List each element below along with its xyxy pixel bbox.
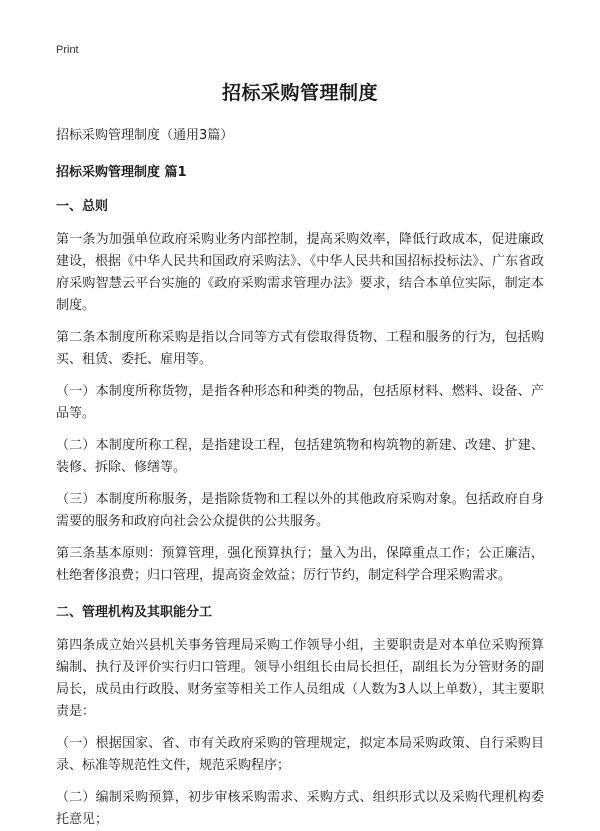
- section-heading: 一、总则: [56, 199, 109, 214]
- article-heading: 招标采购管理制度 篇1: [56, 165, 187, 180]
- section-general: [56, 195, 544, 587]
- section-heading: 二、管理机构及其职能分工: [56, 605, 213, 620]
- paragraph: （二）编制采购预算，初步审核采购需求、采购方式、组织形式以及采购代理机构委托意见；: [56, 790, 544, 827]
- paragraph: （一）本制度所称货物，是指各种形态和种类的物品，包括原材料、燃料、设备、产品等。: [56, 384, 544, 421]
- paragraph: 第一条为加强单位政府采购业务内部控制，提高采购效率，降低行政成本，促进廉政建设，根据《中华人民共和国政府采购法》、《中华人民共和国招标投标法》、广东省政府采购智慧云平台实施的《政府采购需求管理办法》要求，结合本单位实际，制定本制度。: [56, 232, 544, 313]
- paragraph: （一）根据国家、省、市有关政府采购的管理规定，拟定本局采购政策、自行采购目录、标准等规范性文件，规范采购程序；: [56, 736, 544, 773]
- paragraph: （三）本制度所称服务，是指除货物和工程以外的其他政府采购对象。包括政府自身需要的服务和政府向社会公众提供的公共服务。: [56, 492, 544, 529]
- page-title: 招标采购管理制度: [221, 82, 378, 104]
- print-label[interactable]: Print: [56, 44, 79, 56]
- paragraph: （二）本制度所称工程，是指建设工程，包括建筑物和构筑物的新建、改建、扩建、装修、拆除、修缮等。: [56, 438, 544, 475]
- document-subtitle: 招标采购管理制度（通用3篇）: [56, 128, 234, 143]
- section-management: [56, 601, 544, 831]
- paragraph: 第四条成立始兴县机关事务管理局采购工作领导小组，主要职责是对本单位采购预算编制、执行及评价实行归口管理。领导小组组长由局长担任，副组长为分管财务的副局长，成员由行政股、财务室等相关工作人员组成（人数为3人以上单数），其主要职责是：: [56, 638, 544, 719]
- paragraph: 第二条本制度所称采购是指以合同等方式有偿取得货物、工程和服务的行为，包括购买、租赁、委托、雇用等。: [56, 330, 544, 367]
- paragraph: 第三条基本原则：预算管理，强化预算执行；量入为出，保障重点工作；公正廉洁，杜绝奢侈浪费；归口管理，提高资金效益；厉行节约，制定科学合理采购需求。: [56, 546, 544, 583]
